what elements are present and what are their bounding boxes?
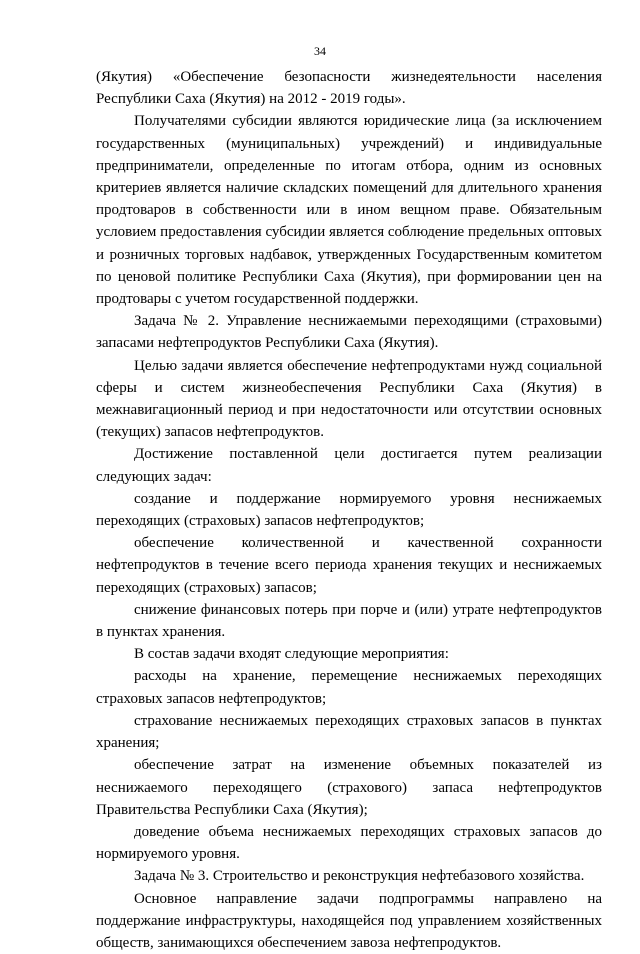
paragraph-1: (Якутия) «Обеспечение безопасности жизнедеятельности населения Республики Саха (Якутия) на 2012 - 2019 годы». <box>96 69 602 108</box>
paragraph-10: расходы на хранение, перемещение неснижаемых переходящих страховых запасов нефтепродуктов; <box>96 668 602 707</box>
paragraph-3: Задача № 2. Управление неснижаемыми переходящими (страховыми) запасами нефтепродуктов Республики Саха (Якутия). <box>96 313 602 352</box>
paragraph-6: создание и поддержание нормируемого уровня неснижаемых переходящих (страховых) запасов нефтепродуктов; <box>96 490 602 530</box>
paragraph-9: В состав задачи входят следующие мероприятия: <box>134 646 449 663</box>
paragraph-8: снижение финансовых потерь при порче и (или) утрате нефтепродуктов в пунктах хранения. <box>96 601 602 641</box>
paragraph-14: Задача № 3. Строительство и реконструкция нефтебазового хозяйства. <box>134 868 585 885</box>
paragraph-11: страхование неснижаемых переходящих страховых запасов в пунктах хранения; <box>96 712 602 752</box>
paragraph-7: обеспечение количественной и качественной сохранности нефтепродуктов в течение всего периода хранения текущих и неснижаемых переходящих (страховых) запасов; <box>96 535 602 596</box>
page-number: 34 <box>314 44 326 58</box>
paragraph-4: Целью задачи является обеспечение нефтепродуктами нужд социальной сферы и систем жизнеобеспечения Республики Саха (Якутия) в межнавигационный период и при недостаточности или отсутствии основных (текущих) запасов нефтепродуктов. <box>96 357 602 441</box>
paragraph-12: обеспечение затрат на изменение объемных показателей из неснижаемого переходящего (страхового) запаса нефтепродуктов Правительства Республики Саха (Якутия); <box>96 757 602 818</box>
paragraph-13: доведение объема неснижаемых переходящих страховых запасов до нормируемого уровня. <box>96 823 602 863</box>
document-body <box>96 66 602 954</box>
paragraph-2: Получателями субсидии являются юридические лица (за исключением государственных (муниципальных) учреждений) и индивидуальные предприниматели, определенные по итогам отбора, одним из основных критериев является наличие складских помещений для длительного хранения продтоваров в собственности или в ином вещном праве. Обязательным условием предоставления субсидии является соблюдение предельных оптовых и розничных торговых надбавок, утвержденных Государственным комитетом по ценовой политике Республики Саха (Якутия), при формировании цен на продтовары с учетом государственной поддержки. <box>96 113 602 308</box>
paragraph-15: Основное направление задачи подпрограммы направлено на поддержание инфраструктуры, находящейся под управлением хозяйственных обществ, занимающихся обеспечением завоза нефтепродуктов. <box>96 890 602 951</box>
paragraph-5: Достижение поставленной цели достигается путем реализации следующих задач: <box>96 446 602 485</box>
